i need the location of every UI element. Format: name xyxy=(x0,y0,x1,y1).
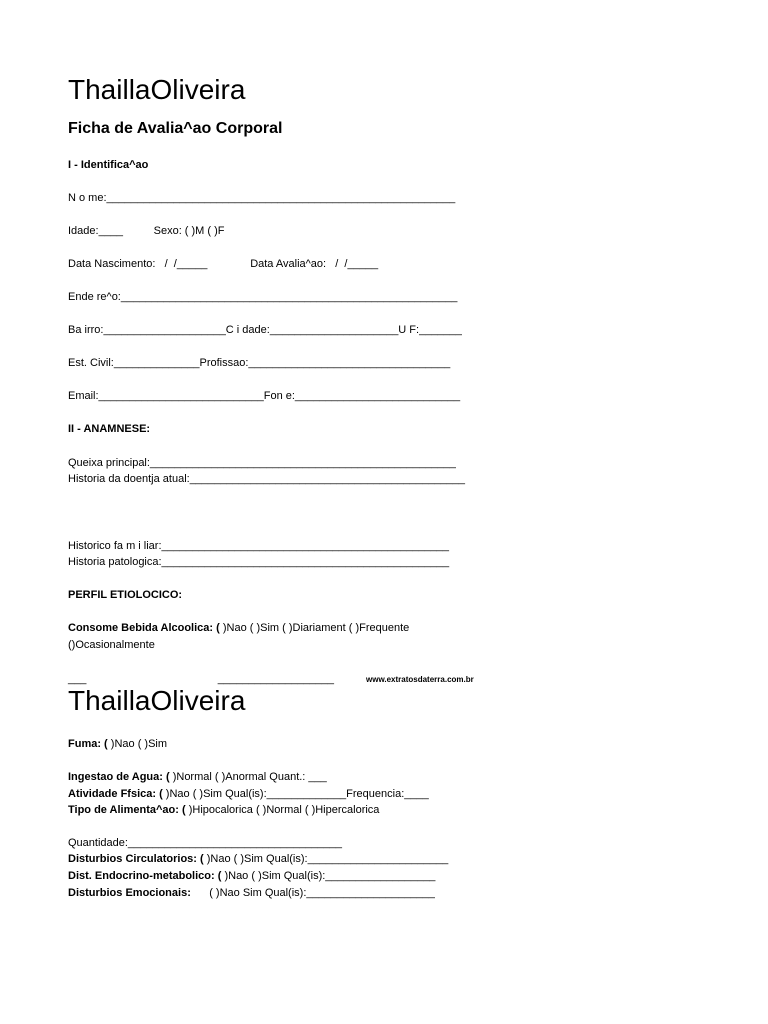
circulatorios-options: )Nao ( )Sim Qual(is):_______________________ xyxy=(203,853,449,865)
field-historia-patologica: Historia patologica:_______________________________________________ xyxy=(68,556,450,568)
field-email-fone: Email:___________________________Fon e:___________________________ xyxy=(68,390,461,402)
field-civil-profissao: Est. Civil:______________Profissao:_________________________________ xyxy=(68,357,451,369)
section-perfil: PERFIL ETIOLOCICO: xyxy=(68,589,183,601)
emocionais-label: Disturbios Emocionais: xyxy=(68,887,191,899)
field-bairro-cidade-uf: Ba irro:____________________C i dade:_____________________U F:_______ xyxy=(68,324,462,336)
alimentacao-label: Tipo de Alimenta^ao: ( xyxy=(68,804,186,816)
field-endereco: Ende re^o:_______________________________________________________ xyxy=(68,291,458,303)
fuma-label: Fuma: ( xyxy=(68,738,108,750)
section-identificacao: I - Identifica^ao xyxy=(68,159,149,171)
bebida-label: Consome Bebida Alcoolica: ( xyxy=(68,622,220,634)
section-anamnese: II - ANAMNESE: xyxy=(68,423,151,435)
agua-options: )Normal ( )Anormal Quant.: ___ xyxy=(169,771,327,783)
field-agua xyxy=(68,771,327,784)
field-emocionais xyxy=(68,887,435,900)
field-idade-sexo: Idade:____ Sexo: ( )M ( )F xyxy=(68,225,225,237)
field-bebida xyxy=(68,622,409,635)
field-alimentacao xyxy=(68,804,379,817)
field-circulatorios xyxy=(68,853,448,866)
atividade-label: Atividade Ffsica: ( xyxy=(68,788,163,800)
bebida-options: )Nao ( )Sim ( )Diariament ( )Frequente xyxy=(219,622,410,634)
field-historia-doenca: Historia da doentja atual:_____________________________________________ xyxy=(68,473,465,485)
circulatorios-label: Disturbios Circulatorios: ( xyxy=(68,853,204,865)
footer-lines: ___ ___________________ xyxy=(68,673,335,685)
field-queixa: Queixa principal:__________________________________________________ xyxy=(68,457,456,469)
field-bebida-cont: ()Ocasionalmente xyxy=(68,639,155,651)
footer-website: www.extratosdaterra.com.br xyxy=(366,675,474,684)
endocrino-label: Dist. Endocrino-metabolico: ( xyxy=(68,870,222,882)
fuma-options: )Nao ( )Sim xyxy=(107,738,168,750)
field-nome: N ο me:_________________________________________________________ xyxy=(68,192,456,204)
field-fuma xyxy=(68,738,167,751)
agua-label: Ingestao de Agua: ( xyxy=(68,771,170,783)
endocrino-options: )Nao ( )Sim Qual(is):__________________ xyxy=(221,870,436,882)
field-quantidade: Quantidade:___________________________________ xyxy=(68,837,343,849)
atividade-options: )Nao ( )Sim Qual(is):_____________Frequencia:____ xyxy=(162,788,429,800)
field-endocrino xyxy=(68,870,435,883)
emocionais-options: ( )Nao Sim Qual(is):_____________________ xyxy=(190,887,435,899)
field-historico-familiar: Historico fa m i liar:_______________________________________________ xyxy=(68,540,450,552)
brand-title: ThaillaOliveira xyxy=(68,74,246,105)
field-atividade xyxy=(68,788,429,801)
field-datas: Data Nascimento: / /_____ Data Avalia^ao: / /_____ xyxy=(68,258,379,270)
alimentacao-options: )Hipocalorica ( )Normal ( )Hipercalorica xyxy=(185,804,380,816)
brand-title-2: ThaillaOliveira xyxy=(68,685,246,716)
form-title: Ficha de Avalia^ao Corporal xyxy=(68,120,283,137)
